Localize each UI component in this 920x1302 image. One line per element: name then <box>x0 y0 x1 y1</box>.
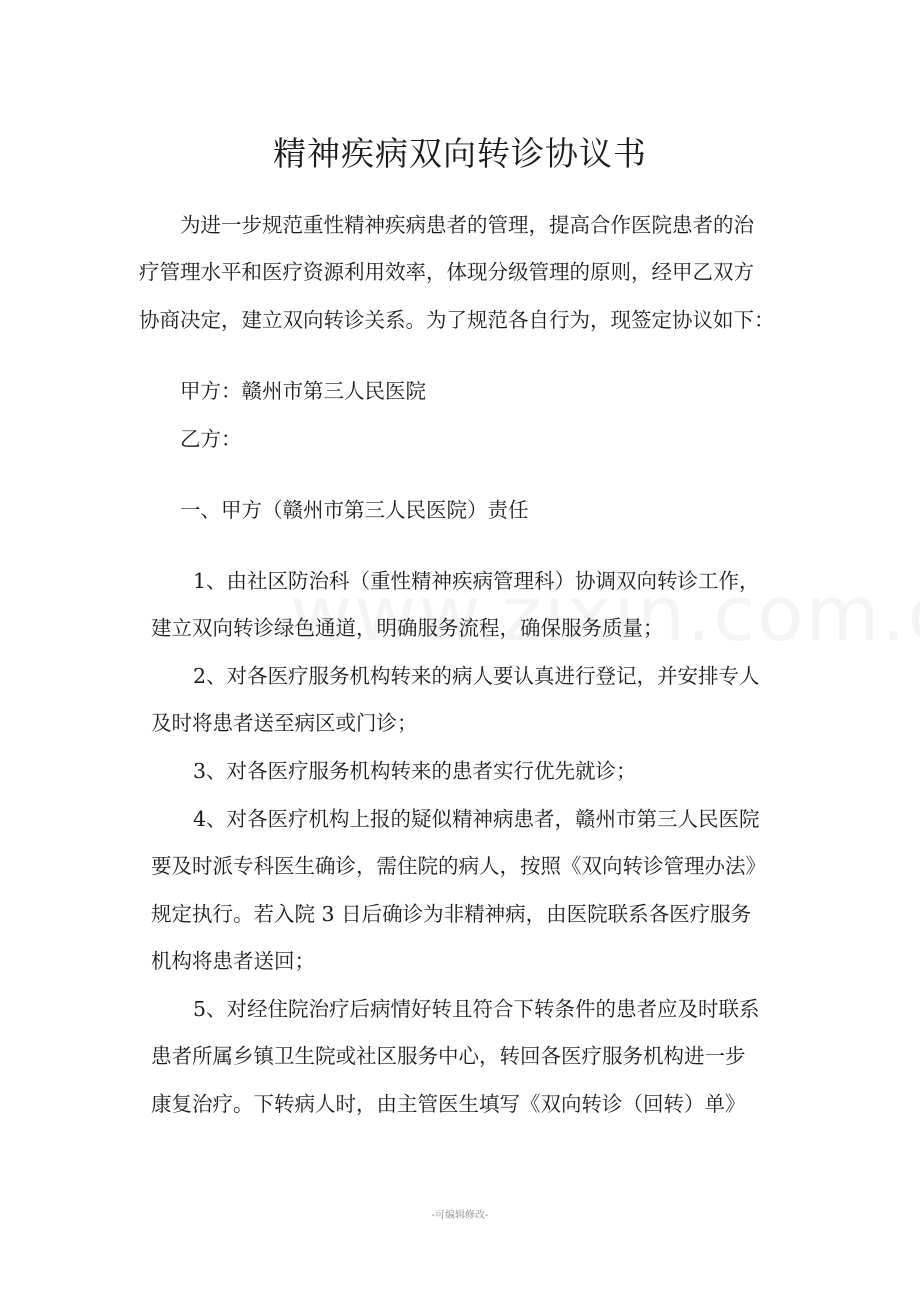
clause-line: 患者所属乡镇卫生院或社区服务中心，转回各医疗服务机构进一步 <box>151 1044 746 1068</box>
clause-line: 规定执行。若入院 3 日后确诊为非精神病，由医院联系各医疗服务 <box>151 902 752 926</box>
clause-line: 康复治疗。下转病人时，由主管医生填写《双向转诊（回转）单》 <box>151 1092 746 1116</box>
page-footer: -可编辑修改- <box>431 1210 489 1221</box>
party-b-line: 乙方： <box>180 427 242 451</box>
paragraph-line: 协商决定，建立双向转诊关系。为了规范各自行为，现签定协议如下： <box>139 308 775 332</box>
party-a-line: 甲方：赣州市第三人民医院 <box>180 379 426 403</box>
section-heading: 一、甲方（赣州市第三人民医院）责任 <box>180 498 529 522</box>
clause-line: 要及时派专科医生确诊，需住院的病人，按照《双向转诊管理办法》 <box>151 854 766 878</box>
clause-line: 建立双向转诊绿色通道，明确服务流程，确保服务质量； <box>151 616 664 640</box>
paragraph-line: 为进一步规范重性精神疾病患者的管理，提高合作医院患者的治 <box>180 213 754 237</box>
clause-line: 1、由社区防治科（重性精神疾病管理科）协调双向转诊工作， <box>193 569 760 593</box>
clause-line: 4、对各医疗机构上报的疑似精神病患者，赣州市第三人民医院 <box>193 807 760 831</box>
clause-line: 5、对经住院治疗后病情好转且符合下转条件的患者应及时联系 <box>193 997 760 1021</box>
clause-line: 3、对各医疗服务机构转来的患者实行优先就诊； <box>193 759 637 783</box>
clause-line: 及时将患者送至病区或门诊； <box>151 711 418 735</box>
paragraph-line: 疗管理水平和医疗资源利用效率，体现分级管理的原则，经甲乙双方 <box>139 260 754 284</box>
clause-line: 2、对各医疗服务机构转来的病人要认真进行登记，并安排专人 <box>193 664 760 688</box>
document-title: 精神疾病双向转诊协议书 <box>273 134 647 173</box>
clause-line: 机构将患者送回； <box>151 949 315 973</box>
